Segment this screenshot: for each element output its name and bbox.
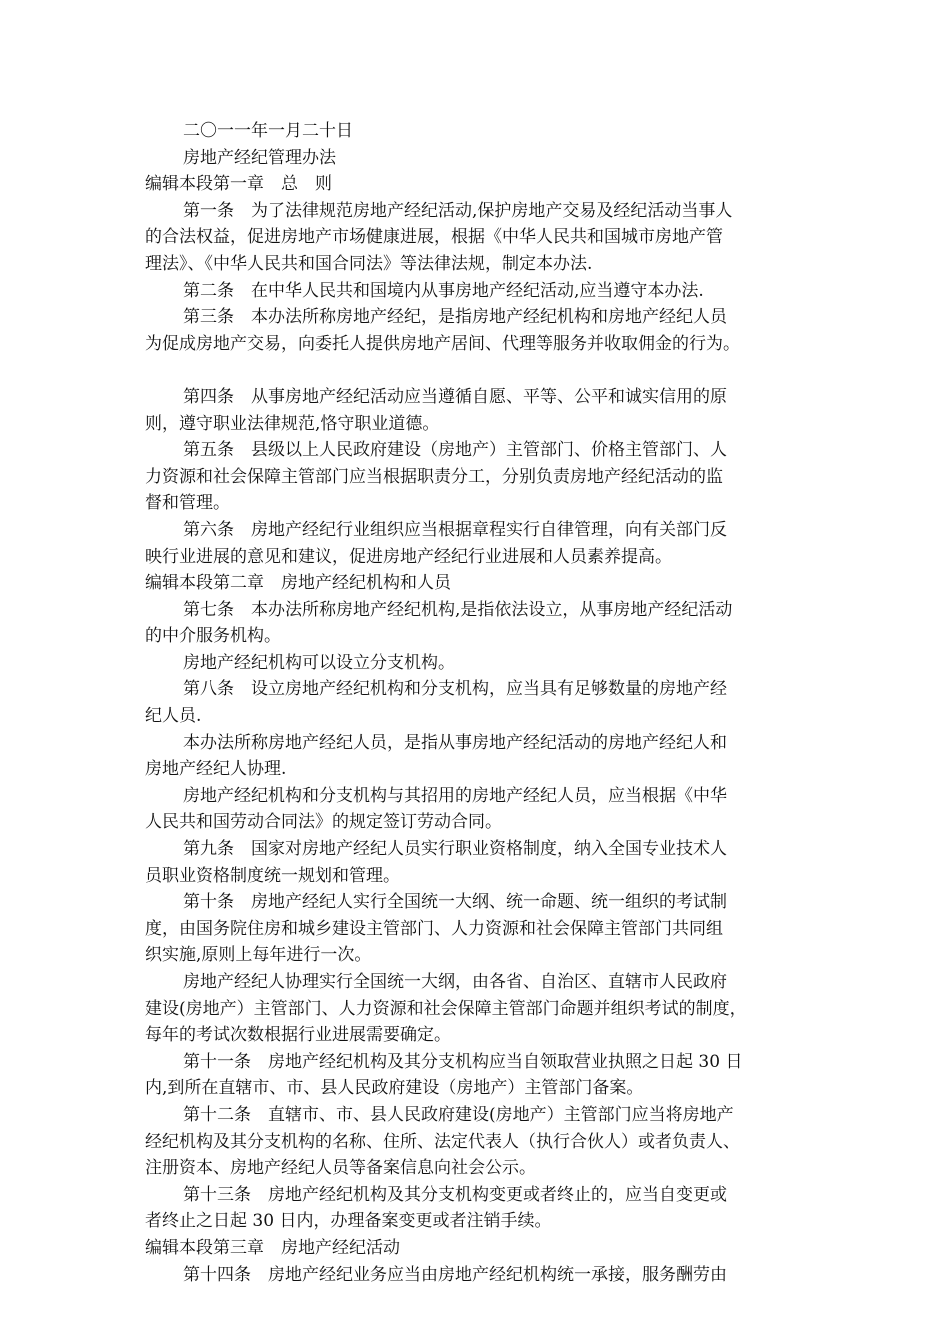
- document-date: 二〇一一年一月二十日: [183, 121, 353, 141]
- article-line: 第十二条 直辖市、市、县人民政府建设(房地产）主管部门应当将房地产: [183, 1104, 734, 1125]
- blank-line: [145, 357, 817, 384]
- text-line: 纪人员.: [145, 706, 202, 727]
- text-line: 房地产经纪机构可以设立分支机构。: [183, 652, 455, 673]
- article-line: 第四条 从事房地产经纪活动应当遵循自愿、平等、公平和诚实信用的原: [183, 386, 727, 407]
- article-line: 第二条 在中华人民共和国境内从事房地产经纪活动,应当遵守本办法.: [183, 280, 704, 301]
- text-line: 本办法所称房地产经纪人员，是指从事房地产经纪活动的房地产经纪人和: [183, 732, 727, 753]
- text-line: 内,到所在直辖市、市、县人民政府建设（房地产）主管部门备案。: [145, 1078, 644, 1099]
- article-line: 第六条 房地产经纪行业组织应当根据章程实行自律管理，向有关部门反: [183, 519, 727, 540]
- text-line: 注册资本、房地产经纪人员等备案信息向社会公示。: [145, 1158, 536, 1179]
- article-line: 第十三条 房地产经纪机构及其分支机构变更或者终止的，应当自变更或: [183, 1184, 727, 1205]
- text-line: 则，遵守职业法律规范,恪守职业道德。: [145, 413, 440, 434]
- text-line: 映行业进展的意见和建议，促进房地产经纪行业进展和人员素养提高。: [145, 546, 672, 567]
- text-line: 的合法权益，促进房地产市场健康进展，根据《中华人民共和国城市房地产管: [145, 227, 723, 248]
- section-heading: 编辑本段第一章 总 则: [145, 174, 332, 195]
- text-line: 的中介服务机构。: [145, 626, 281, 647]
- article-line: 第十条 房地产经纪人实行全国统一大纲、统一命题、统一组织的考试制: [183, 892, 727, 913]
- text-line: 房地产经纪机构和分支机构与其招用的房地产经纪人员，应当根据《中华: [183, 785, 727, 806]
- text-line: 者终止之日起 30 日内，办理备案变更或者注销手续。: [145, 1211, 552, 1232]
- text-line: 建设(房地产）主管部门、人力资源和社会保障主管部门命题并组织考试的制度，: [145, 998, 747, 1019]
- document-title: 房地产经纪管理办法: [183, 147, 336, 168]
- article-line: 第七条 本办法所称房地产经纪机构,是指依法设立，从事房地产经纪活动: [183, 599, 733, 620]
- article-line: 第九条 国家对房地产经纪人员实行职业资格制度，纳入全国专业技术人: [183, 839, 727, 860]
- article-line: 第十一条 房地产经纪机构及其分支机构应当自领取营业执照之日起 30 日: [183, 1051, 743, 1072]
- text-line: 力资源和社会保障主管部门应当根据职责分工，分别负责房地产经纪活动的监: [145, 466, 723, 487]
- text-line: 度，由国务院住房和城乡建设主管部门、人力资源和社会保障主管部门共同组: [145, 918, 723, 939]
- text-line: 织实施,原则上每年进行一次。: [145, 945, 372, 966]
- document-body: [145, 118, 817, 1288]
- article-line: 第十四条 房地产经纪业务应当由房地产经纪机构统一承接，服务酬劳由: [183, 1264, 727, 1285]
- section-heading: 编辑本段第二章 房地产经纪机构和人员: [145, 573, 451, 594]
- article-line: 第一条 为了法律规范房地产经纪活动,保护房地产交易及经纪活动当事人: [183, 200, 733, 221]
- text-line: 为促成房地产交易，向委托人提供房地产居间、代理等服务并收取佣金的行为。: [145, 333, 740, 354]
- text-line: 理法》、《中华人民共和国合同法》等法律法规，制定本办法.: [145, 253, 593, 274]
- article-line: 第三条 本办法所称房地产经纪，是指房地产经纪机构和房地产经纪人员: [183, 307, 727, 328]
- text-line: 房地产经纪人协理实行全国统一大纲，由各省、自治区、直辖市人民政府: [183, 972, 727, 992]
- article-line: 第八条 设立房地产经纪机构和分支机构，应当具有足够数量的房地产经: [183, 679, 727, 700]
- article-line: 第五条 县级以上人民政府建设（房地产）主管部门、价格主管部门、人: [183, 440, 727, 461]
- text-line: 经纪机构及其分支机构的名称、住所、法定代表人（执行合伙人）或者负责人、: [145, 1131, 740, 1152]
- text-line: 每年的考试次数根据行业进展需要确定。: [145, 1025, 451, 1046]
- section-heading: 编辑本段第三章 房地产经纪活动: [145, 1237, 400, 1258]
- text-line: 督和管理。: [145, 493, 230, 514]
- text-line: 人民共和国劳动合同法》的规定签订劳动合同。: [145, 812, 502, 833]
- text-line: 员职业资格制度统一规划和管理。: [145, 865, 400, 886]
- text-line: 房地产经纪人协理.: [145, 759, 287, 780]
